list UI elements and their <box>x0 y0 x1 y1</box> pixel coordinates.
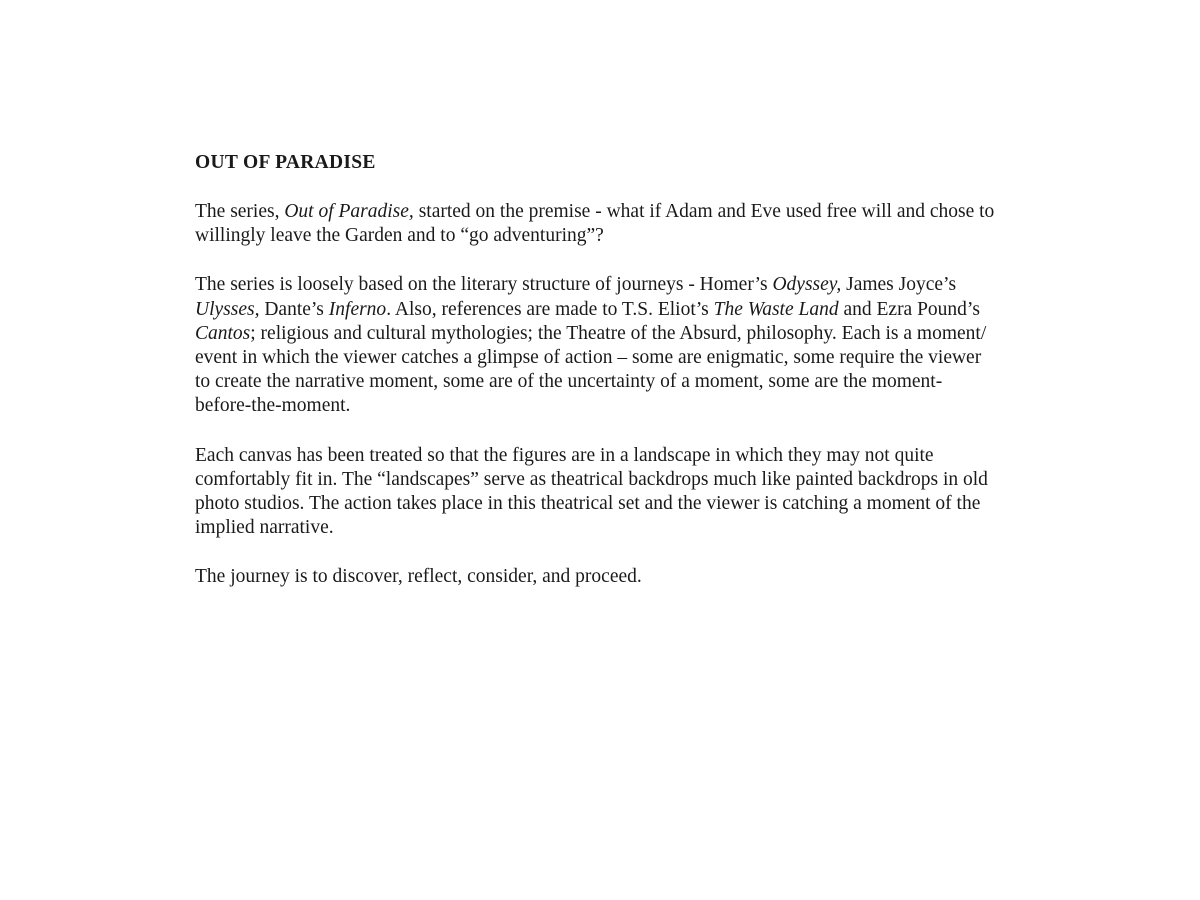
text-line <box>195 224 1107 248</box>
text-run: The series is loosely based on the literary structure of journeys - Homer’s <box>195 274 773 296</box>
italic-text-run: Out of Paradise, <box>284 201 414 222</box>
text-run: James Joyce’s <box>841 274 957 296</box>
text-run: event in which the viewer catches a glimpse of action – some are enigmatic, some require the viewer <box>195 347 982 369</box>
text-line <box>195 346 1107 370</box>
text-line <box>195 322 1107 346</box>
paragraph <box>195 273 1107 418</box>
text-line <box>195 468 1107 492</box>
text-run: Dante’s <box>259 298 329 320</box>
italic-text-run: Inferno <box>328 298 387 320</box>
text-run: The journey is to discover, reflect, consider, and proceed. <box>195 566 642 588</box>
text-line <box>195 298 1107 322</box>
text-run: comfortably fit in. The “landscapes” serve as theatrical backdrops much like painted backdrops in old <box>195 468 988 490</box>
text-line <box>195 273 1107 297</box>
text-run: The series, <box>195 201 285 222</box>
text-line <box>195 516 1107 540</box>
text-line <box>195 394 1107 418</box>
italic-text-run: Odyssey, <box>772 274 842 296</box>
text-run: implied narrative. <box>195 517 334 539</box>
text-run: willingly leave the Garden and to “go adventuring”? <box>195 225 604 247</box>
text-run: ; religious and cultural mythologies; the Theatre of the Absurd, philosophy. Each is a moment/ <box>250 322 987 344</box>
artist-statement <box>195 151 1107 590</box>
text-run: to create the narrative moment, some are of the uncertainty of a moment, some are the moment- <box>195 371 943 393</box>
paragraph <box>195 444 1107 541</box>
paragraph <box>195 200 1107 248</box>
text-run: photo studios. The action takes place in this theatrical set and the viewer is catching a moment of the <box>195 493 981 515</box>
italic-text-run: The Waste Land <box>713 298 839 320</box>
text-run: Each canvas has been treated so that the figures are in a landscape in which they may not quite <box>195 444 934 466</box>
text-line <box>195 565 1107 589</box>
text-run: before-the-moment. <box>195 395 351 417</box>
italic-text-run: Cantos <box>195 322 251 344</box>
text-run: . Also, references are made to T.S. Eliot’s <box>386 298 714 320</box>
italic-text-run: Ulysses, <box>195 298 260 320</box>
text-line <box>195 370 1107 394</box>
text-line <box>195 200 1107 224</box>
document-title: OUT OF PARADISE <box>195 152 376 173</box>
text-line <box>195 492 1107 516</box>
text-run: and Ezra Pound’s <box>838 298 980 320</box>
text-line <box>195 444 1107 468</box>
paragraph <box>195 565 1107 589</box>
paragraphs-container <box>195 200 1107 590</box>
text-run: started on the premise - what if Adam and Eve used free will and chose to <box>413 201 995 222</box>
